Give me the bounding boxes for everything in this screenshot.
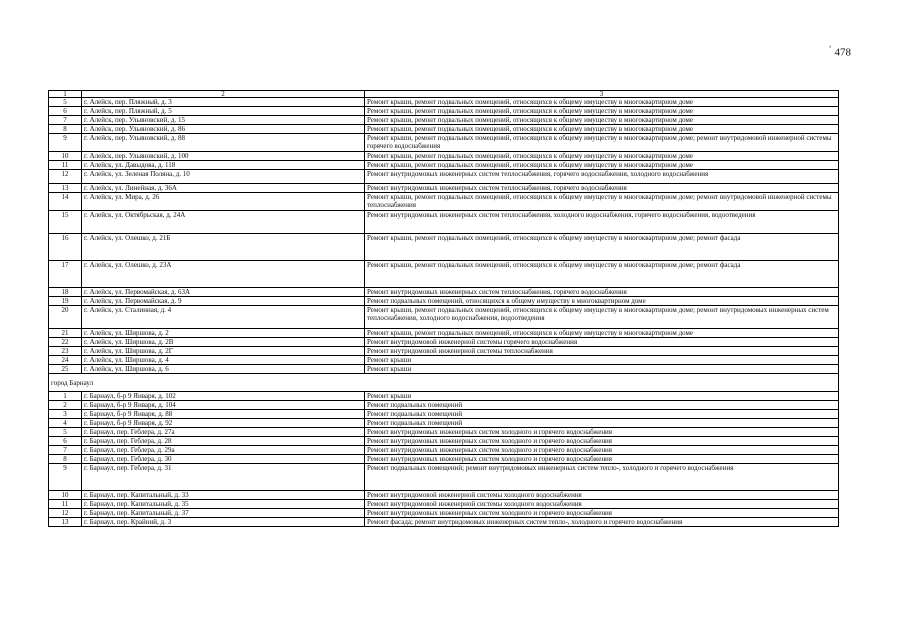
row-number: 9 — [49, 464, 82, 491]
row-works: Ремонт крыши, ремонт подвальных помещений, относящихся к общему имуществу в многоквартирном доме — [365, 107, 839, 116]
row-address: г. Алейск, ул. Первомайская, д. 9 — [82, 297, 365, 306]
row-works: Ремонт внутридомовой инженерной системы горячего водоснабжения — [365, 338, 839, 347]
row-works: Ремонт внутридомовых инженерных систем холодного и горячего водоснабжения — [365, 428, 839, 437]
row-number: 10 — [49, 491, 82, 500]
table-row — [49, 329, 839, 338]
table-row — [49, 428, 839, 437]
row-address: г. Алейск, ул. Ширшова, д. 2Г — [82, 347, 365, 356]
row-number: 5 — [49, 428, 82, 437]
table-row — [49, 419, 839, 428]
row-address: г. Алейск, ул. Ширшова, д. 2В — [82, 338, 365, 347]
row-number: 13 — [49, 184, 82, 193]
row-number: 2 — [49, 401, 82, 410]
table-row — [49, 107, 839, 116]
row-address: г. Барнаул, пер. Капитальный, д. 33 — [82, 491, 365, 500]
row-number: 11 — [49, 500, 82, 509]
table-row — [49, 211, 839, 234]
registry-body — [49, 91, 839, 527]
row-address: г. Барнаул, пер. Геблера, д. 28 — [82, 437, 365, 446]
row-number: 21 — [49, 329, 82, 338]
row-address: г. Барнаул, пер. Капитальный, д. 37 — [82, 509, 365, 518]
row-number: 19 — [49, 297, 82, 306]
header-col-address: 2 — [82, 91, 365, 98]
row-number: 17 — [49, 261, 82, 288]
header-row — [49, 91, 839, 98]
row-address: г. Алейск, ул. Ширшова, д. 6 — [82, 365, 365, 374]
row-number: 4 — [49, 419, 82, 428]
row-works: Ремонт внутридомовой инженерной системы теплоснабжения — [365, 347, 839, 356]
row-works: Ремонт внутридомовых инженерных систем теплоснабжения, горячего водоснабжения — [365, 288, 839, 297]
row-address: г. Алейск, ул. Олешко, д. 21Б — [82, 234, 365, 261]
row-address: г. Алейск, ул. Олешко, д. 23А — [82, 261, 365, 288]
table-row — [49, 509, 839, 518]
row-number: 6 — [49, 437, 82, 446]
row-address: г. Барнаул, пер. Крайний, д. 3 — [82, 518, 365, 527]
table-row — [49, 161, 839, 170]
row-address: г. Барнаул, пер. Геблера, д. 31 — [82, 464, 365, 491]
row-works: Ремонт внутридомовых инженерных систем холодного и горячего водоснабжения — [365, 446, 839, 455]
row-number: 12 — [49, 170, 82, 184]
row-number: 15 — [49, 211, 82, 234]
row-works: Ремонт подвальных помещений — [365, 401, 839, 410]
row-address: г. Алейск, ул. Ширшова, д. 2 — [82, 329, 365, 338]
row-works: Ремонт крыши — [365, 365, 839, 374]
table-row — [49, 288, 839, 297]
row-number: 8 — [49, 125, 82, 134]
row-address: г. Алейск, пер. Ульяновский, д. 86 — [82, 125, 365, 134]
row-works: Ремонт подвальных помещений, относящихся к общему имуществу в многоквартирном доме — [365, 297, 839, 306]
row-works: Ремонт крыши, ремонт подвальных помещений, относящихся к общему имуществу в многоквартирном доме — [365, 161, 839, 170]
table-row — [49, 401, 839, 410]
page-number — [829, 44, 851, 59]
row-address: г. Барнаул, пер. Геблера, д. 30 — [82, 455, 365, 464]
row-address: г. Алейск, пер. Пляжный, д. 5 — [82, 107, 365, 116]
row-address: г. Барнаул, пер. Геблера, д. 27а — [82, 428, 365, 437]
row-number: 14 — [49, 193, 82, 211]
table-row — [49, 125, 839, 134]
row-works: Ремонт крыши, ремонт подвальных помещений, относящихся к общему имуществу в многоквартирном доме; ремонт фасада — [365, 234, 839, 261]
section-row — [49, 374, 839, 392]
row-works: Ремонт фасада; ремонт внутридомовых инженерных систем тепло-, холодного и горячего водоснабжения — [365, 518, 839, 527]
table-row — [49, 234, 839, 261]
row-works: Ремонт внутридомовых инженерных систем холодного и горячего водоснабжения — [365, 455, 839, 464]
table-row — [49, 184, 839, 193]
row-number: 7 — [49, 446, 82, 455]
table-row — [49, 392, 839, 401]
row-address: г. Барнаул, пер. Капитальный, д. 35 — [82, 500, 365, 509]
table-row — [49, 491, 839, 500]
table-row — [49, 152, 839, 161]
row-works: Ремонт крыши — [365, 356, 839, 365]
table-row — [49, 193, 839, 211]
row-address: г. Барнаул, б-р 9 Января, д. 92 — [82, 419, 365, 428]
row-works: Ремонт внутридомовых инженерных систем теплоснабжения, горячего водоснабжения, холодного водоснабжения — [365, 170, 839, 184]
row-works: Ремонт крыши, ремонт подвальных помещений, относящихся к общему имуществу в многоквартирном доме; ремонт фасада — [365, 261, 839, 288]
row-works: Ремонт внутридомовых инженерных систем теплоснабжения, горячего водоснабжения — [365, 184, 839, 193]
row-number: 16 — [49, 234, 82, 261]
repair-registry-table — [48, 90, 839, 527]
table-row — [49, 365, 839, 374]
table-row — [49, 464, 839, 491]
header-col-number: 1 — [49, 91, 82, 98]
table-row — [49, 446, 839, 455]
table-row — [49, 98, 839, 107]
row-address: г. Алейск, ул. Ширшова, д. 4 — [82, 356, 365, 365]
row-works: Ремонт крыши, ремонт подвальных помещений, относящихся к общему имуществу в многоквартирном доме — [365, 98, 839, 107]
row-number: 5 — [49, 98, 82, 107]
section-title: город Барнаул — [49, 374, 839, 392]
table-row — [49, 306, 839, 329]
row-number: 7 — [49, 116, 82, 125]
row-number: 3 — [49, 410, 82, 419]
row-number: 8 — [49, 455, 82, 464]
table-row — [49, 347, 839, 356]
row-address: г. Алейск, ул. Октябрьская, д. 24А — [82, 211, 365, 234]
row-address: г. Алейск, ул. Первомайская, д. 63А — [82, 288, 365, 297]
table-row — [49, 356, 839, 365]
row-number: 20 — [49, 306, 82, 329]
row-works: Ремонт внутридомовых инженерных систем теплоснабжения, холодного водоснабжения, горячего водоснабжения, водоотведения — [365, 211, 839, 234]
row-works: Ремонт подвальных помещений; ремонт внутридомовых инженерных систем тепло-, холодного и горячего водоснабжения — [365, 464, 839, 491]
table-row — [49, 297, 839, 306]
table-row — [49, 518, 839, 527]
row-address: г. Барнаул, б-р 9 Января, д. 104 — [82, 401, 365, 410]
row-address: г. Барнаул, пер. Геблера, д. 29а — [82, 446, 365, 455]
row-number: 25 — [49, 365, 82, 374]
table-row — [49, 261, 839, 288]
header-col-works: 3 — [365, 91, 839, 98]
row-works: Ремонт внутридомовой инженерной системы холодного водоснабжения — [365, 491, 839, 500]
row-works: Ремонт крыши, ремонт подвальных помещений, относящихся к общему имуществу в многоквартирном доме — [365, 152, 839, 161]
row-works: Ремонт крыши, ремонт подвальных помещений, относящихся к общему имуществу в многоквартирном доме — [365, 329, 839, 338]
row-number: 6 — [49, 107, 82, 116]
row-number: 9 — [49, 134, 82, 152]
row-works: Ремонт внутридомовых инженерных систем холодного и горячего водоснабжения — [365, 509, 839, 518]
row-address: г. Алейск, пер. Ульяновский, д. 88 — [82, 134, 365, 152]
row-works: Ремонт крыши, ремонт подвальных помещений, относящихся к общему имуществу в многоквартирном доме; ремонт внутридомовой инженерной системы горячего водоснабжения — [365, 134, 839, 152]
row-address: г. Барнаул, б-р 9 Января, д. 88 — [82, 410, 365, 419]
page-number-tick: ‘ — [828, 44, 832, 53]
row-address: г. Алейск, пер. Пляжный, д. 3 — [82, 98, 365, 107]
row-works: Ремонт подвальных помещений — [365, 419, 839, 428]
row-number: 18 — [49, 288, 82, 297]
row-address: г. Барнаул, б-р 9 Января, д. 102 — [82, 392, 365, 401]
row-works: Ремонт подвальных помещений — [365, 410, 839, 419]
row-number: 10 — [49, 152, 82, 161]
row-number: 13 — [49, 518, 82, 527]
row-address: г. Алейск, пер. Ульяновский, д. 100 — [82, 152, 365, 161]
row-number: 11 — [49, 161, 82, 170]
table-row — [49, 410, 839, 419]
table-row — [49, 455, 839, 464]
table-row — [49, 170, 839, 184]
row-address: г. Алейск, ул. Давыдова, д. 118 — [82, 161, 365, 170]
row-address: г. Алейск, ул. Мира, д. 26 — [82, 193, 365, 211]
table-row — [49, 500, 839, 509]
table-row — [49, 134, 839, 152]
row-number: 12 — [49, 509, 82, 518]
row-address: г. Алейск, ул. Сталинная, д. 4 — [82, 306, 365, 329]
row-works: Ремонт внутридомовых инженерных систем холодного и горячего водоснабжения — [365, 437, 839, 446]
row-works: Ремонт крыши — [365, 392, 839, 401]
row-address: г. Алейск, ул. Линейная, д. 36А — [82, 184, 365, 193]
row-works: Ремонт крыши, ремонт подвальных помещений, относящихся к общему имуществу в многоквартирном доме; ремонт внутридомовых инженерных систем теплоснабжения, холодного водоснабжения, водоотведения — [365, 306, 839, 329]
row-number: 22 — [49, 338, 82, 347]
row-number: 23 — [49, 347, 82, 356]
row-works: Ремонт крыши, ремонт подвальных помещений, относящихся к общему имуществу в многоквартирном доме — [365, 116, 839, 125]
row-works: Ремонт крыши, ремонт подвальных помещений, относящихся к общему имуществу в многоквартирном доме — [365, 125, 839, 134]
row-number: 24 — [49, 356, 82, 365]
table-row — [49, 116, 839, 125]
row-address: г. Алейск, ул. Зеленая Поляна, д. 10 — [82, 170, 365, 184]
row-works: Ремонт крыши, ремонт подвальных помещений, относящихся к общему имуществу в многоквартирном доме; ремонт внутридомовой инженерной системы теплоснабжения — [365, 193, 839, 211]
table-row — [49, 338, 839, 347]
row-address: г. Алейск, пер. Ульяновский, д. 15 — [82, 116, 365, 125]
page-number-value: 478 — [834, 46, 851, 59]
row-works: Ремонт внутридомовой инженерной системы холодного водоснабжения — [365, 500, 839, 509]
table-row — [49, 437, 839, 446]
row-number: 1 — [49, 392, 82, 401]
